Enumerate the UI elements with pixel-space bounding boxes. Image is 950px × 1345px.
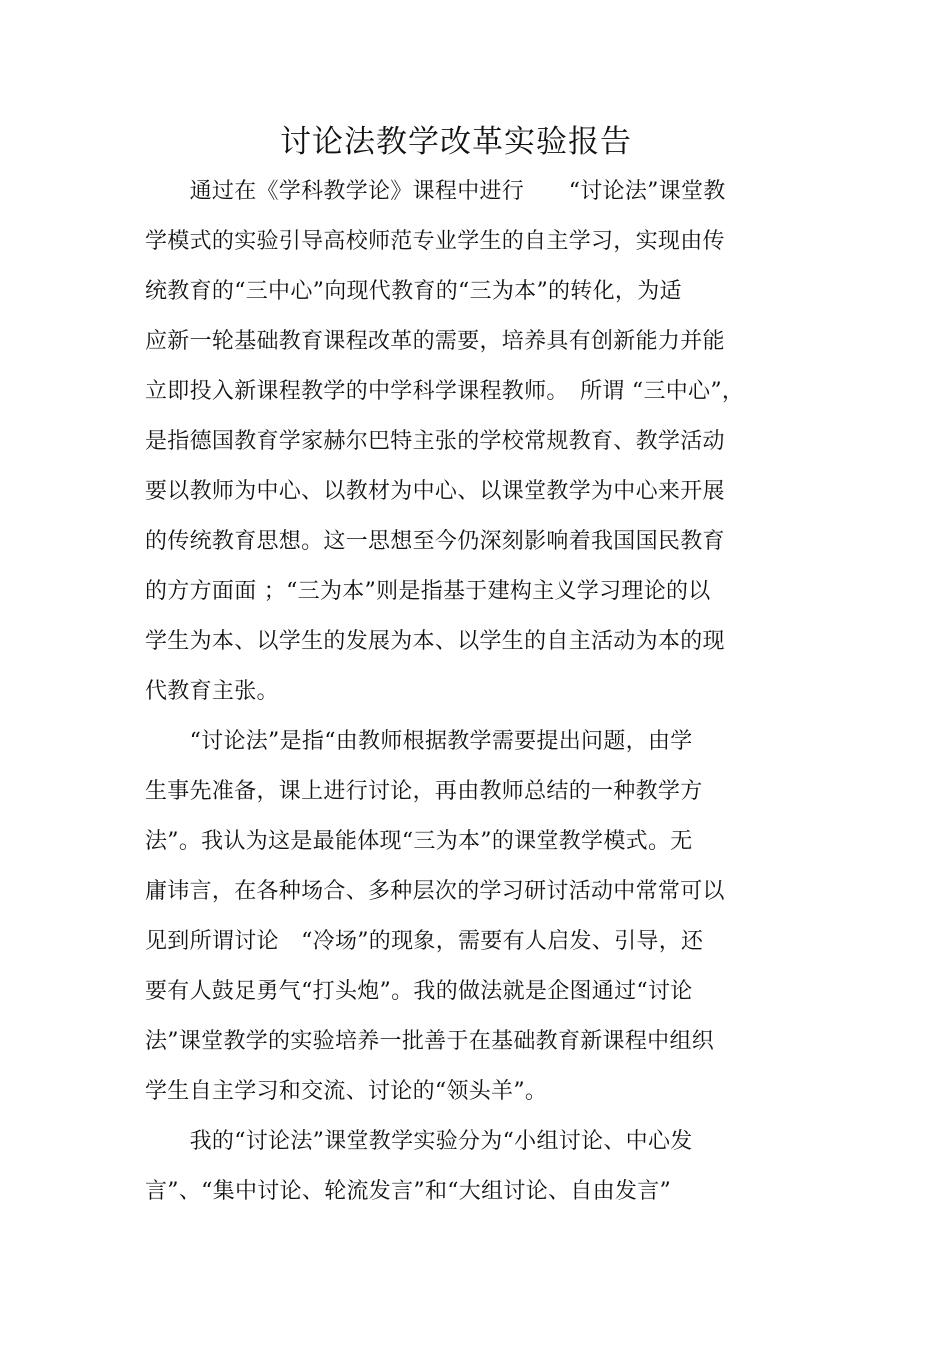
text-line: 立即投入新课程教学的中学科学课程教师。 所谓 “三中心”， [145,379,745,404]
text-line: 是指德国教育学家赫尔巴特主张的学校常规教育、教学活动 [145,429,725,454]
text-line: 统教育的“三中心”向现代教育的“三为本”的转化，为适 [145,279,682,304]
text-line: 法”。我认为这是最能体现“三为本”的课堂教学模式。无 [145,829,693,854]
text-line: 法”课堂教学的实验培养一批善于在基础教育新课程中组织 [145,1029,715,1054]
text-line: 通过在《学科教学论》课程中进行 “讨论法”课堂教 [145,179,726,204]
text-line: 学生自主学习和交流、讨论的“领头羊”。 [145,1079,548,1104]
text-line: 言”、“集中讨论、轮流发言”和“大组讨论、自由发言” [145,1179,672,1204]
text-line: 要有人鼓足勇气“打头炮”。我的做法就是企图通过“讨论 [145,979,693,1004]
text-line: 见到所谓讨论 “冷场”的现象，需要有人启发、引导，还 [145,929,704,954]
text-line: 要以教师为中心、以教材为中心、以课堂教学为中心来开展 [145,479,725,504]
text-line: 代教育主张。 [145,679,279,704]
text-line: 应新一轮基础教育课程改革的需要，培养具有创新能力并能 [145,329,725,354]
text-line: 的方方面面 ；“三为本”则是指基于建构主义学习理论的以 [145,579,711,604]
text-line: 学生为本、以学生的发展为本、以学生的自主活动为本的现 [145,629,725,654]
text-line: 我的“讨论法”课堂教学实验分为“小组讨论、中心发 [145,1129,693,1154]
text-line: 生事先准备，课上进行讨论，再由教师总结的一种教学方 [145,779,703,804]
text-line: “讨论法”是指“由教师根据教学需要提出问题，由学 [145,729,693,754]
document-title: 讨论法教学改革实验报告 [280,124,632,160]
text-line: 的传统教育思想。这一思想至今仍深刻影响着我国国民教育 [145,529,725,554]
text-line: 庸讳言，在各种场合、多种层次的学习研讨活动中常常可以 [145,879,725,904]
text-line: 学模式的实验引导高校师范专业学生的自主学习，实现由传 [145,229,725,254]
